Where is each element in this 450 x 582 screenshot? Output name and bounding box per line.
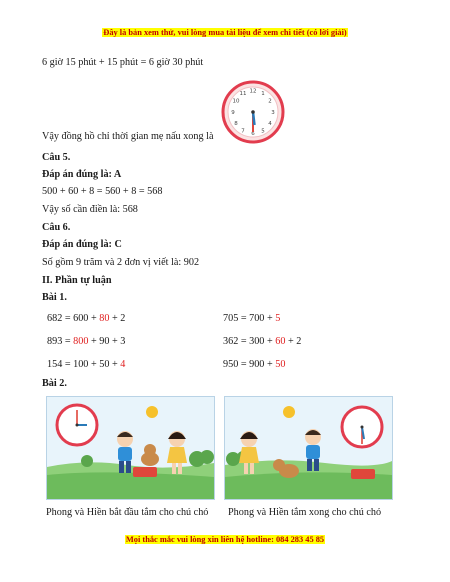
svg-text:6: 6: [251, 131, 255, 137]
conclusion-line: Vậy đồng hồ chỉ thời gian mẹ nấu xong là: [42, 131, 214, 142]
svg-text:2: 2: [268, 98, 272, 105]
q5-conclusion: Vậy số cần điền là: 568: [42, 204, 138, 215]
q5-calc: 500 + 60 + 8 = 560 + 8 = 568: [42, 186, 163, 197]
section-2-title: II. Phần tự luận: [42, 275, 112, 286]
eq-right-1: 705 = 700 + 5: [223, 313, 281, 324]
svg-text:12: 12: [249, 88, 257, 95]
svg-text:3: 3: [271, 110, 275, 116]
eq-right-2: 362 = 300 + 60 + 2: [223, 336, 302, 347]
eq-left-2: 893 = 800 + 90 + 3: [47, 336, 126, 347]
svg-text:8: 8: [234, 121, 238, 127]
clock-6-30-icon: [221, 80, 285, 144]
q5-title: Câu 5.: [42, 152, 71, 163]
eq-left-3: 154 = 100 + 50 + 4: [47, 359, 126, 370]
svg-text:4: 4: [268, 121, 272, 127]
caption-finish-bathing: Phong và Hiền tắm xong cho chú chó: [228, 507, 382, 518]
eq-right-3: 950 = 900 + 50: [223, 359, 286, 370]
time-calculation: 6 giờ 15 phút + 15 phút = 6 giờ 30 phút: [42, 57, 204, 68]
q6-title: Câu 6.: [42, 222, 71, 233]
footer-banner: Mọi thắc mắc vui lòng xin liên hệ hotline: 084 283 45 85: [125, 535, 325, 544]
svg-text:11: 11: [239, 91, 247, 97]
svg-text:10: 10: [232, 98, 240, 105]
bai2-title: Bài 2.: [42, 378, 67, 389]
q6-text: Số gồm 9 trăm và 2 đơn vị viết là: 902: [42, 257, 200, 268]
illustration-finish-bathing: [224, 396, 393, 500]
svg-text:7: 7: [241, 128, 245, 135]
svg-text:9: 9: [231, 110, 235, 116]
caption-start-bathing: Phong và Hiền bắt đầu tắm cho chú chó: [46, 507, 209, 518]
q5-answer: Đáp án đúng là: A: [42, 169, 122, 180]
q6-answer: Đáp án đúng là: C: [42, 239, 122, 250]
header-banner: Đây là bản xem thử, vui lòng mua tài liệu để xem chi tiết (có lời giải): [103, 28, 347, 37]
svg-text:1: 1: [261, 91, 265, 97]
eq-left-1: 682 = 600 + 80 + 2: [47, 313, 126, 324]
bai1-title: Bài 1.: [42, 292, 67, 303]
illustration-start-bathing: [46, 396, 215, 500]
svg-text:5: 5: [261, 128, 265, 135]
